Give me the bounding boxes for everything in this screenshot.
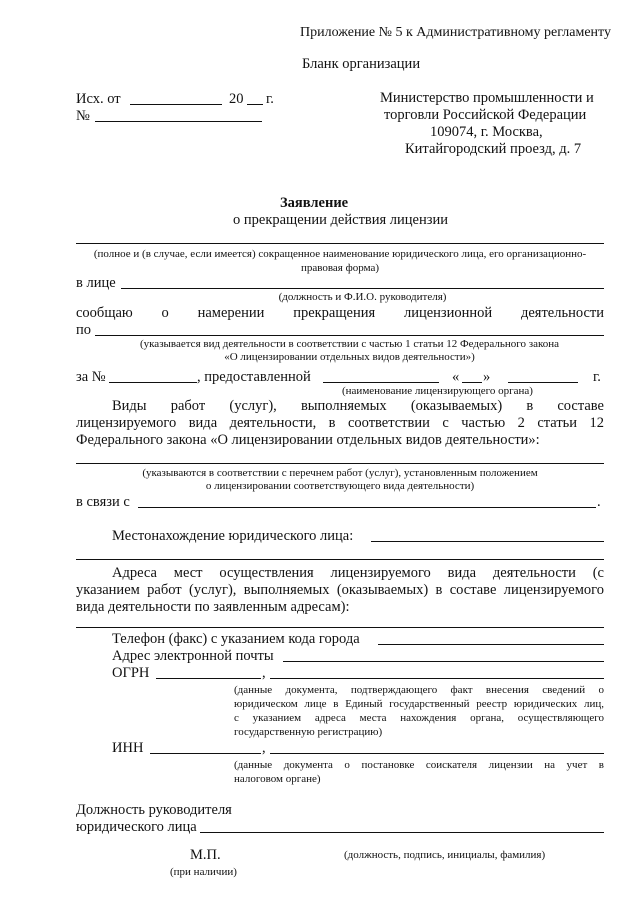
inn-number-line — [150, 753, 261, 754]
activity-hint-2: «О лицензировании отдельных видов деятельности») — [224, 351, 475, 363]
ogrn-hint-3: с указанием адреса места нахождения органа, осуществляющего — [234, 712, 604, 724]
quote-close: » — [483, 369, 491, 385]
activity-hint-1: (указывается вид деятельности в соответствии с частью 1 статьи 12 Федерального закона — [139, 338, 560, 350]
stamp-note: (при наличии) — [170, 866, 237, 878]
works-line-2: лицензируемого вида деятельности, в соответствии с частью 2 статьи 12 — [76, 415, 604, 431]
phone-line — [378, 644, 604, 645]
ogrn-document-line — [270, 678, 604, 679]
notify-by-label: по — [76, 322, 92, 338]
email-line — [283, 661, 604, 662]
license-number-line — [109, 382, 197, 383]
ogrn-number-line — [156, 678, 261, 679]
appendix-note: Приложение № 5 к Административному регламенту — [300, 25, 611, 40]
inn-hint-2: налоговом органе) — [234, 773, 321, 785]
outgoing-number-label: № — [76, 108, 90, 124]
outgoing-number-line — [95, 121, 262, 122]
organization-blank-label: Бланк организации — [302, 56, 421, 72]
outgoing-year: 20 — [229, 91, 244, 107]
inn-hint-1: (данные документа о постановке соискателя лицензии на учет в — [234, 759, 604, 771]
works-line-3: Федерального закона «О лицензировании отдельных видов деятельности»: — [76, 432, 540, 448]
quote-open: « — [452, 369, 460, 385]
inn-label: ИНН — [112, 740, 144, 756]
location-line-1 — [371, 541, 604, 542]
ogrn-hint-2: юридическом лице в Единый государственный реестр юридических лиц, — [234, 698, 604, 710]
outgoing-date-line — [130, 104, 222, 105]
notify-text: сообщаю о намерении прекращения лицензионной деятельности — [76, 305, 604, 321]
reason-line — [138, 507, 596, 508]
recipient-line-2: торговли Российской Федерации — [384, 107, 587, 123]
license-year-suffix: г. — [593, 369, 601, 385]
org-name-hint-2: правовая форма) — [300, 262, 380, 274]
works-hint-2: о лицензировании соответствующего вида деятельности) — [205, 480, 475, 492]
document-subtitle: о прекращении действия лицензии — [233, 212, 449, 228]
authority-line — [323, 382, 439, 383]
head-line — [121, 288, 604, 289]
recipient-line-3: 109074, г. Москва, — [430, 124, 543, 140]
recipient-line-4: Китайгородский проезд, д. 7 — [405, 141, 582, 157]
ogrn-hint-4: государственную регистрацию) — [234, 726, 383, 738]
outgoing-date-label: Исх. от — [76, 91, 121, 107]
addresses-line-2: указанием работ (услуг), выполняемых (оказываемых) в составе лицензируемого — [76, 582, 604, 598]
reason-label: в связи с — [76, 494, 130, 510]
position-label-2: юридического лица — [76, 819, 197, 835]
addresses-line-1: Адреса мест осуществления лицензируемого вида деятельности (с — [112, 565, 604, 581]
inn-document-line — [270, 753, 604, 754]
outgoing-year-suffix: г. — [266, 91, 274, 107]
ogrn-comma: , — [262, 665, 266, 681]
works-line — [76, 463, 604, 464]
license-day-line — [462, 382, 482, 383]
org-name-line — [76, 243, 604, 244]
recipient-line-1: Министерство промышленности и — [380, 90, 594, 106]
provided-label: , предоставленной — [197, 369, 311, 385]
position-label-1: Должность руководителя — [76, 802, 232, 818]
license-number-label: за № — [76, 369, 106, 385]
stamp-label: М.П. — [190, 847, 221, 863]
addresses-line-3: вида деятельности по заявленным адресам): — [76, 599, 350, 615]
ogrn-label: ОГРН — [112, 665, 150, 681]
addresses-line — [76, 627, 604, 628]
works-hint-1: (указываются в соответствии с перечнем работ (услуг), установленным положением — [142, 467, 538, 479]
outgoing-year-line — [247, 104, 263, 105]
signature-line — [200, 832, 604, 833]
ogrn-hint-1: (данные документа, подтверждающего факт внесения сведений о — [234, 684, 604, 696]
license-month-line — [508, 382, 578, 383]
phone-label: Телефон (факс) с указанием кода города — [112, 631, 360, 647]
signature-hint: (должность, подпись, инициалы, фамилия) — [344, 849, 546, 861]
inn-comma: , — [262, 740, 266, 756]
document-title: Заявление — [280, 195, 349, 211]
reason-end: . — [597, 494, 601, 510]
works-line-1: Виды работ (услуг), выполняемых (оказываемых) в составе — [112, 398, 604, 414]
location-line-2 — [76, 559, 604, 560]
in-person-label: в лице — [76, 275, 116, 291]
email-label: Адрес электронной почты — [112, 648, 274, 664]
org-name-hint-1: (полное и (в случае, если имеется) сокращенное наименование юридического лица, его организационно- — [93, 248, 587, 260]
authority-hint: (наименование лицензирующего органа) — [342, 385, 533, 397]
activity-line — [95, 335, 604, 336]
location-label: Местонахождение юридического лица: — [112, 528, 354, 544]
head-hint: (должность и Ф.И.О. руководителя) — [278, 291, 447, 303]
